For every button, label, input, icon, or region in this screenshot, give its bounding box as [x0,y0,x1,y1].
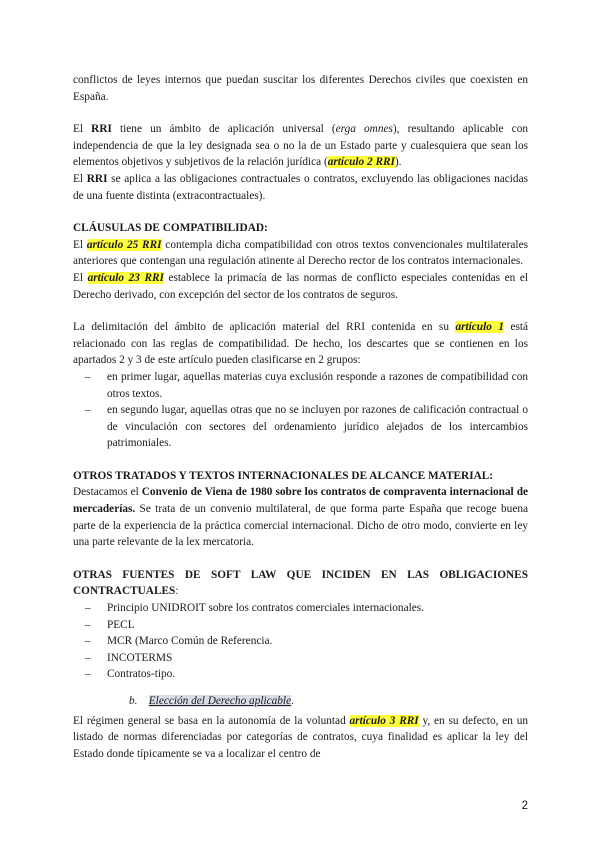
highlighted-article: artículo 25 RRI [86,238,162,251]
page-body [73,72,528,762]
text: . [291,695,294,707]
text: El [73,123,92,136]
paragraph-intro: conflictos de leyes internos que puedan suscitar los diferentes Derechos civiles que coexisten en España. [73,74,528,103]
text: tiene un ámbito de aplicación universal ( [111,123,336,136]
text: contempla dicha compatibilidad con otros textos convencionales multilaterales anteriores que contengan una regulación atinente al Derecho rector de los contratos internacionales. [73,238,528,268]
list-item: – PECL [107,617,528,634]
heading-compatibility: CLÁUSULAS DE COMPATIBILIDAD: [73,222,268,235]
bold-term: RRI [86,172,108,185]
text: y, en su defecto, en un listado de normas diferenciadas por categorías de contratos, cuya finalidad es aplicar la ley del Estado donde típicamente se va a localizar el centro de [73,714,528,760]
text: establece la primacía de las normas de conflicto especiales contenidas en el Derecho derivado, con excepción del sector de los contratos de seguros. [73,271,528,301]
text: : [175,585,179,598]
italic-term: erga omnes [335,123,393,136]
text: El [73,238,87,251]
list-item: – en primer lugar, aquellas materias cuya exclusión responde a razones de compatibilidad con otros textos. [107,369,528,402]
highlighted-article: artículo 3 RRI [349,714,419,727]
soft-law-list [73,600,528,683]
subsection-letter: b. [129,695,138,707]
highlighted-article: artículo 2 RRI [327,156,395,169]
heading-other-treaties: OTROS TRATADOS Y TEXTOS INTERNACIONALES DE ALCANCE MATERIAL: [73,469,494,482]
subsection-heading [73,693,528,710]
highlighted-article: artículo 23 RRI [87,271,164,284]
text: ), resultando aplicable con independencia de que la ley designada sea o no la de un Estado parte y cualesquiera que sean los elementos objetivos y subjetivos de la relación jurídica ( [73,123,528,169]
text: se aplica a las obligaciones contractuales o contratos, excluyendo las obligaciones nacidas de una fuente distinta (extracontractuales). [73,172,528,202]
text: El [73,172,87,185]
text: El [73,271,88,284]
text: Se trata de un convenio multilateral, de que forma parte España que recoge buena parte de la experiencia de la práctica comercial internacional. Dicho de otro modo, convierte en ley una parte relevante de la lex mercatoria. [73,503,528,549]
highlighted-article: artículo 1 [455,321,504,334]
list-item: – INCOTERMS [107,650,528,667]
paragraph-article-25 [73,237,528,270]
paragraph-rri-application [73,171,528,204]
page-number: 2 [521,800,528,812]
bold-term: RRI [91,123,112,136]
exclusion-groups-list [73,369,528,452]
paragraph-article-23 [73,270,528,303]
list-item: – Principio UNIDROIT sobre los contratos comerciales internacionales. [107,600,528,617]
paragraph-general-regime [73,713,528,763]
list-item: – Contratos-tipo. [107,666,528,683]
text: Destacamos el [73,486,142,499]
paragraph-rri-scope [73,121,528,171]
bold-term: Convenio de Viena de 1980 sobre los contratos de compraventa internacional de mercaderías. [73,486,528,516]
heading-soft-law [73,567,528,600]
text: El régimen general se basa en la autonomía de la voluntad [73,714,350,727]
text: La delimitación del ámbito de aplicación material del RRI contenida en su [73,321,456,334]
text: OTRAS FUENTES DE SOFT LAW QUE INCIDEN EN LAS OBLIGACIONES CONTRACTUALES [73,568,528,598]
subsection-title: Elección del Derecho aplicable [148,695,292,707]
paragraph-material-scope [73,319,528,369]
list-item: – MCR (Marco Común de Referencia. [107,633,528,650]
paragraph-vienna-convention [73,484,528,550]
list-item: – en segundo lugar, aquellas otras que no se incluyen por razones de calificación contractual o de vinculación con sectores del ordenamiento jurídico alejados de los intercambios patrimoniales. [107,402,528,452]
text: ). [394,156,402,169]
text: está relacionado con las reglas de compatibilidad. De hecho, los descartes que se contienen en los apartados 2 y 3 de este artículo pueden clasificarse en 2 grupos: [73,321,529,367]
